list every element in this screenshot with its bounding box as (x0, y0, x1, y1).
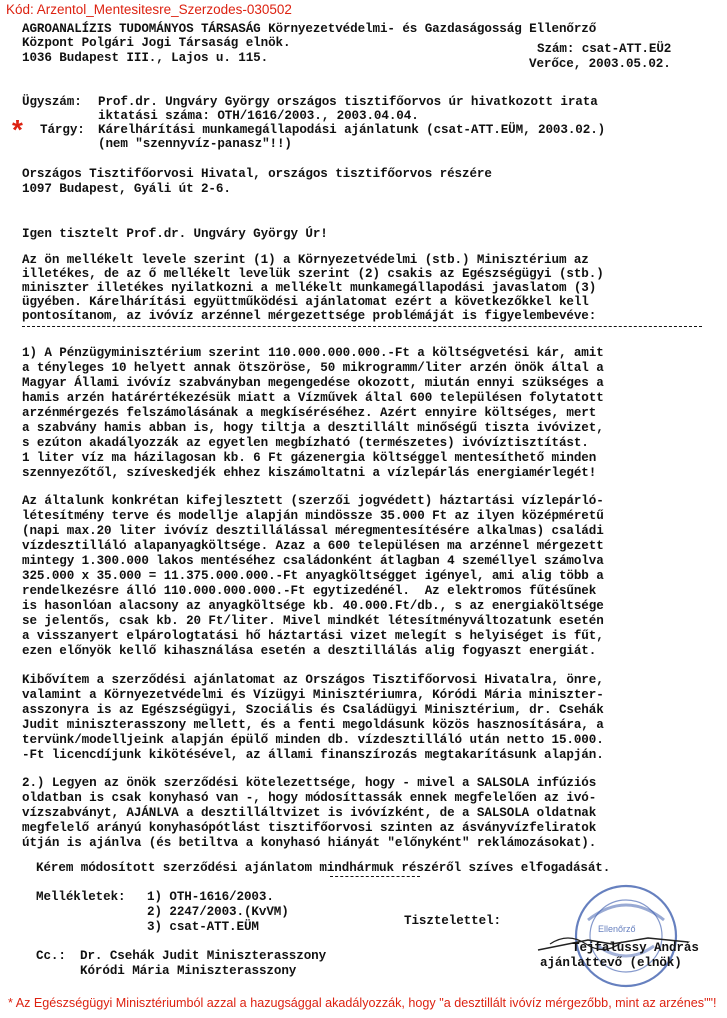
p2-line: s ezúton akadályozzák az egyetlen megbízható (természetes) ivóvíztisztítást. (22, 436, 589, 450)
p4-line: Judit miniszterasszony mellett, és a fenti megoldásunk közös hasznosítására, a (22, 718, 604, 732)
p4-line: asszonyra is az Egészségügyi, Szociális és Családügyi Minisztérium, dr. Csehák (22, 703, 604, 717)
p3-line: (napi max.20 liter ivóvíz desztillálással méregmentesítésére alkalmas) családi (22, 524, 604, 538)
ugyszam-label: Ügyszám: (22, 95, 82, 109)
attachment-item: 1) OTH-1616/2003. (147, 890, 274, 904)
targy-line-2: (nem "szennyvíz-panasz"!!) (98, 137, 292, 151)
p5-line: 2.) Legyen az önök szerződési kötelezettsége, hogy - mivel a SALSOLA infúziós (22, 776, 597, 790)
attachments-label: Mellékletek: (36, 890, 126, 904)
targy-label: Tárgy: (40, 123, 85, 137)
p1-line: illetékes, de az ő mellékelt levelük szerint (2) csakis az Egészségügyi (stb.) (22, 267, 604, 281)
closing-underline (330, 876, 420, 877)
p4-line: Kibővítem a szerződési ajánlatomat az Országos Tisztifőorvosi Hivatalra, önre, (22, 673, 604, 687)
asterisk-mark: * (12, 114, 23, 145)
p2-line: hamis arzén határértékezésük miatt a Vízművek által 600 településen folytatott (22, 391, 604, 405)
ugyszam-line-1: Prof.dr. Ungváry György országos tisztifőorvos úr hivatkozott irata (98, 95, 598, 109)
recipient-line-1: Országos Tisztifőorvosi Hivatal, országos tisztifőorvos részére (22, 167, 492, 181)
p4-line: valamint a Környezetvédelmi és Vízügyi Minisztériumra, Kóródi Mária miniszter- (22, 688, 604, 702)
cc-label: Cc.: (36, 949, 66, 963)
p2-line: a szabvány hamis abban is, hogy tiltja a desztillált minőségű tiszta ivóvizet, (22, 421, 604, 435)
org-line-1: AGROANALÍZIS TUDOMÁNYOS TÁRSASÁG Környezetvédelmi- és Gazdaságosság Ellenőrző (22, 22, 597, 36)
p3-line: ezen előnyök kellő kihasználása esetén a desztillálás alig fogyaszt energiát. (22, 644, 597, 658)
p5-line: megfelelő arányú konyhasópótlást tisztifőorvosi szinten az ásványvízfeliratok (22, 821, 597, 835)
p2-line: Magyar Állami ivóvíz szabványban megengedése okozott, miután ennyi szükséges a (22, 376, 604, 390)
p3-line: létesítmény terve és modellje alapján mindössze 35.000 Ft az ilyen középméretű (22, 509, 604, 523)
reference-number: Szám: csat-ATT.EÜ2 (537, 42, 672, 56)
p2-line: szennyezőtől, szíveskedjék ehhez kiszámoltatni a vízlepárlás energiamérlegét! (22, 466, 597, 480)
cc-item: Kóródi Mária Miniszterasszony (80, 964, 297, 978)
p3-line: a visszanyert elpárologtatási hő háztartási vizet melegít s helyiséget is fűt, (22, 629, 604, 643)
attachment-item: 3) csat-ATT.EÜM (147, 920, 259, 934)
p5-line: vízszabványt, AJÁNLVA a desztilláltvizet is ivóvízként, de a SALSOLA oldatnak (22, 806, 597, 820)
footnote: * Az Egészségügyi Minisztériumból azzal a hazugsággal akadályozzák, hogy "a desztillált ivóvíz mérgezőbb, mint az arzénes""! (8, 996, 717, 1010)
p1-line: miniszter illetékes nyilatkozni a mellékelt munkamegállapodási javaslatom (3) (22, 281, 597, 295)
p1-line: Az ön mellékelt levele szerint (1) a Környezetvédelmi (stb.) Minisztérium az (22, 253, 589, 267)
p3-line: Az általunk konkrétan kifejlesztett (szerzői jogvédett) háztartási vízlepárló- (22, 494, 604, 508)
signer-name: Tejfalussy András (572, 941, 699, 955)
closing-sentence: Kérem módosított szerződési ajánlatom mindhármuk részéről szíves elfogadását. (36, 861, 611, 875)
p3-line: mintegy 1.300.000 lakos mentéséhez családonként átlagban 4 személlyel számolva (22, 554, 604, 568)
p1-line: pontosítanom, az ivóvíz arzénnel mérgezettsége problémáját is figyelembevéve: (22, 309, 597, 323)
org-address: 1036 Budapest III., Lajos u. 115. (22, 51, 269, 65)
p1-line: ügyében. Kárelhárítási együttműködési ajánlatomat ezért a következőkkel kell (22, 295, 589, 309)
cc-item: Dr. Csehák Judit Miniszterasszony (80, 949, 327, 963)
salutation: Igen tisztelt Prof.dr. Ungváry György Úr! (22, 227, 328, 241)
ugyszam-line-2: iktatási száma: OTH/1616/2003., 2003.04.04. (98, 109, 419, 123)
p3-line: is hasonlóan alacsony az anyagköltsége kb. 40.000.Ft/db., s az energiaköltsége (22, 599, 604, 613)
p5-line: útján is ajánlva (és betiltva a konyhasó hiányát "előnyként" reklámozásokat). (22, 836, 597, 850)
p5-line: oldatban is csak konyhasó van -, hogy módosíttassák ennek megfelelően az ivó- (22, 791, 597, 805)
p2-line: a tényleges 10 helyett annak ötszöröse, 50 mikrogramm/liter arzén önök által a (22, 361, 604, 375)
p2-line: arzénmérgezés felszámolásának a megkíséréséhez. Azért ennyire költséges, mert (22, 406, 597, 420)
targy-line-1: Kárelhárítási munkamegállapodási ajánlatunk (csat-ATT.EÜM, 2003.02.) (98, 123, 606, 137)
dashed-divider (22, 326, 702, 327)
stamp-seal (528, 880, 718, 988)
recipient-line-2: 1097 Budapest, Gyáli út 2-6. (22, 182, 231, 196)
org-line-2: Központ Polgári Jogi Társaság elnök. (22, 36, 291, 50)
document-code: Kód: Arzentol_Mentesitesre_Szerzodes-030502 (6, 2, 292, 17)
p4-line: -Ft licencdíjunk kikötésével, az állami finanszírozás megtakarításunk alapján. (22, 748, 604, 762)
p4-line: tervünk/modelljeink alapján épülő minden db. vízdesztilláló után netto 15.000. (22, 733, 604, 747)
attachment-item: 2) 2247/2003.(KvVM) (147, 905, 289, 919)
p3-line: rendelkezésre álló 110.000.000.000.-Ft egytizedénél. Az elektromos fűtésűnek (22, 584, 597, 598)
p2-line: 1) A Pénzügyminisztérium szerint 110.000.000.000.-Ft a költségvetési kár, amit (22, 346, 604, 360)
p3-line: 325.000 x 35.000 = 11.375.000.000.-Ft anyagköltségget igényel, ami alig több a (22, 569, 604, 583)
signer-role: ajánlattevő (elnök) (540, 956, 682, 970)
letter-date: Verőce, 2003.05.02. (529, 57, 671, 71)
regards: Tisztelettel: (404, 914, 501, 928)
p3-line: vízdesztilláló alapanyagköltsége. Azaz a 600 településen ma arzénnel mérgezett (22, 539, 604, 553)
p2-line: 1 liter víz ma házilagosan kb. 6 Ft gázenergia költséggel mentesíthető minden (22, 451, 597, 465)
p3-line: se jelentős, csak kb. 20 Ft/liter. Mivel mindkét létesítményváltozatunk esetén (22, 614, 604, 628)
svg-text:Ellenőrző: Ellenőrző (598, 924, 636, 934)
